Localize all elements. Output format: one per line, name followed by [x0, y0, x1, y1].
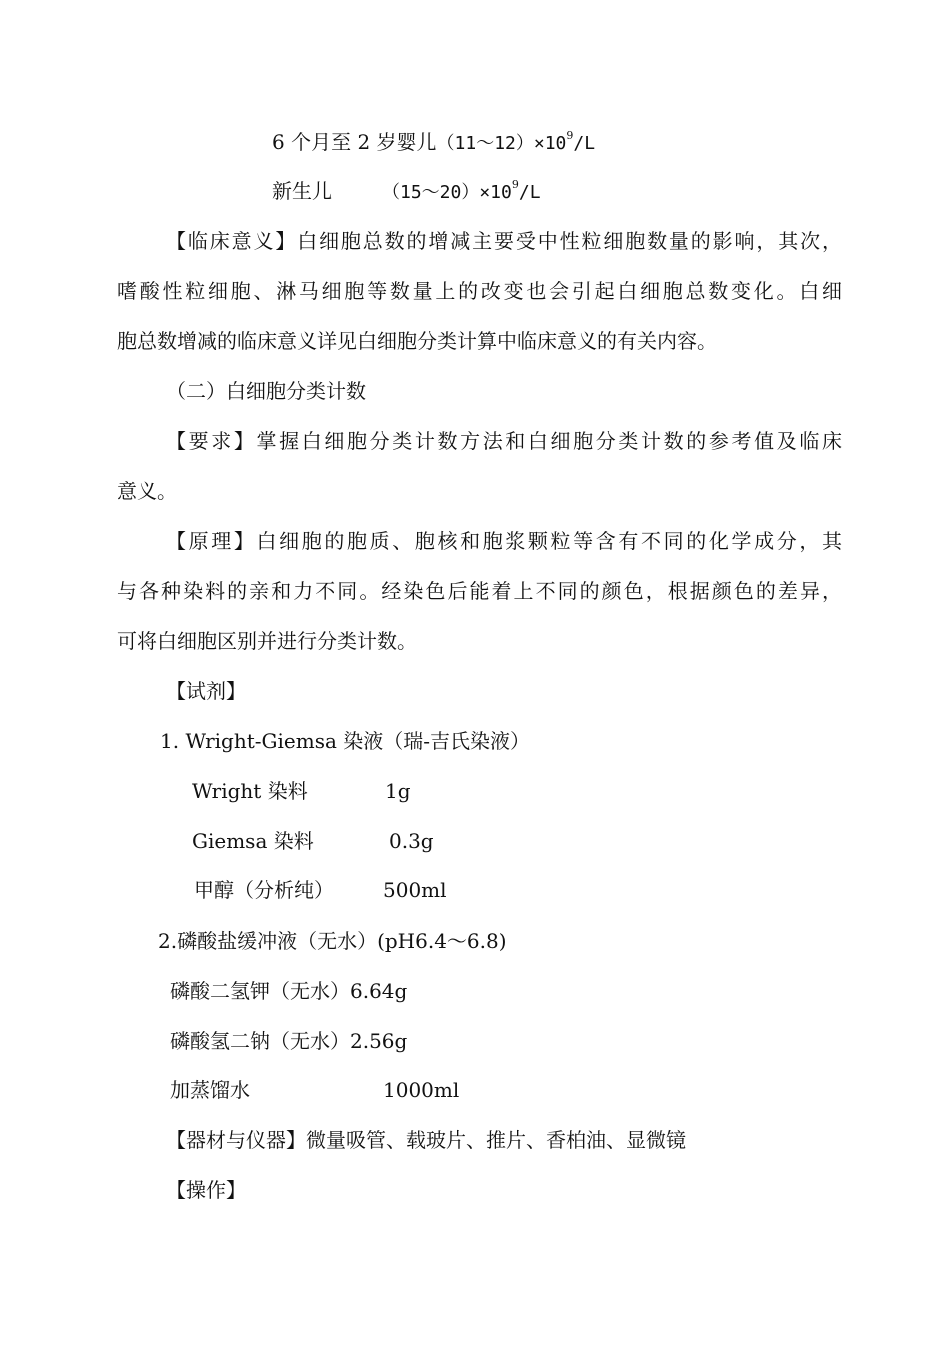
reagent-1-item-name: Giemsa 染料: [192, 829, 314, 853]
ref-value-infant: [272, 128, 595, 158]
reagent-2-item-amount: 6.64g: [350, 979, 408, 1003]
ref-unit: /L: [518, 182, 541, 203]
reagent-1-item-name: 甲醇（分析纯）: [194, 878, 334, 902]
ref-unit: /L: [573, 133, 596, 154]
reagent-1-title: 1. Wright-Giemsa 染液（瑞-吉氏染液）: [160, 729, 531, 753]
reagent-1-item-amount: 500ml: [383, 878, 447, 902]
reagent-1-item-amount: 0.3g: [389, 829, 434, 853]
clinical-line-2: 嗜酸性粒细胞、淋马细胞等数量上的改变也会引起白细胞总数变化。白细: [117, 279, 842, 303]
reagent-2-item: [170, 977, 407, 1005]
clinical-line-1: 【临床意义】白细胞总数的增减主要受中性粒细胞数量的影响，其次，: [166, 229, 842, 253]
reagent-2-title: 2.磷酸盐缓冲液（无水）(pH6.4～6.8): [158, 929, 507, 953]
principle-line-2: 与各种染料的亲和力不同。经染色后能着上不同的颜色，根据颜色的差异，: [117, 579, 842, 603]
section-heading: （二）白细胞分类计数: [166, 379, 366, 403]
operation-heading: 【操作】: [166, 1178, 246, 1202]
ref-label: 新生儿: [272, 179, 332, 203]
reagent-1-item-name: Wright 染料: [192, 779, 308, 803]
reagent-2-item: [170, 1027, 407, 1055]
reagent-2-item-name: 加蒸馏水: [170, 1078, 250, 1102]
ref-value: （15～20）×10: [382, 182, 512, 203]
ref-value: （11～12）×10: [436, 133, 567, 154]
equipment-line: 【器材与仪器】微量吸管、载玻片、推片、香柏油、显微镜: [166, 1128, 686, 1152]
requirement-line-2: 意义。: [117, 479, 177, 503]
reagent-2-item-name: 磷酸氢二钠（无水）: [170, 1029, 350, 1053]
ref-sup: 9: [511, 178, 519, 192]
principle-line-3: 可将白细胞区别并进行分类计数。: [117, 629, 417, 653]
requirement-line-1: 【要求】掌握白细胞分类计数方法和白细胞分类计数的参考值及临床: [166, 429, 842, 453]
ref-sup: 9: [566, 129, 574, 143]
reagent-2-item-name: 磷酸二氢钾（无水）: [170, 979, 350, 1003]
reagent-2-item-amount: 2.56g: [350, 1029, 408, 1053]
clinical-line-3: 胞总数增减的临床意义详见白细胞分类计算中临床意义的有关内容。: [117, 329, 717, 353]
ref-label: 6 个月至 2 岁婴儿: [272, 130, 437, 154]
ref-value-newborn: [272, 177, 541, 207]
reagent-2-item-amount: 1000ml: [383, 1078, 460, 1102]
reagent-1-item-amount: 1g: [385, 779, 411, 803]
reagents-heading: 【试剂】: [166, 679, 246, 703]
principle-line-1: 【原理】白细胞的胞质、胞核和胞浆颗粒等含有不同的化学成分，其: [166, 529, 842, 553]
